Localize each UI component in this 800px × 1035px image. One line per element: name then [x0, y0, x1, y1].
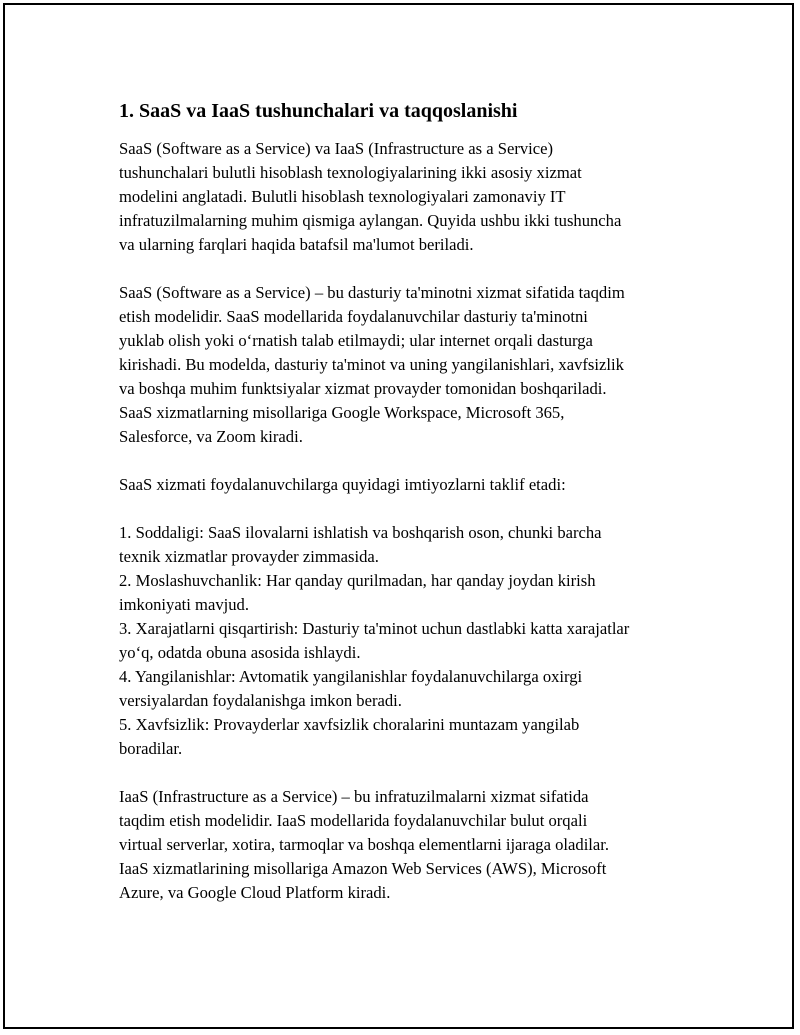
saas-definition-paragraph: SaaS (Software as a Service) – bu dasturiy ta'minotni xizmat sifatida taqdim etish modelidir. SaaS modellarida foydalanuvchilar dasturiy ta'minotni yuklab olish yoki o‘rnatish talab etilmaydi; ular internet orqali dasturga kirishadi. Bu modelda, dasturiy ta'minot va uning yangilanishlari, xavfsizlik va boshqa muhim funktsiyalar xizmat provayder tomonidan boshqariladi. SaaS xizmatlarning misollariga Google Workspace, Microsoft 365, Salesforce, va Zoom kiradi.	[119, 283, 625, 446]
list-item: 5. Xavfsizlik: Provayderlar xavfsizlik choralarini muntazam yangilab boradilar.	[119, 715, 580, 758]
benefits-intro-paragraph: SaaS xizmati foydalanuvchilarga quyidagi imtiyozlarni taklif etadi:	[119, 475, 566, 494]
document-title: 1. SaaS va IaaS tushunchalari va taqqoslanishi	[119, 100, 518, 122]
list-item: 4. Yangilanishlar: Avtomatik yangilanishlar foydalanuvchilarga oxirgi versiyalardan foydalanishga imkon beradi.	[119, 667, 583, 710]
iaas-definition-paragraph: IaaS (Infrastructure as a Service) – bu infratuzilmalarni xizmat sifatida taqdim etish modelidir. IaaS modellarida foydalanuvchilar bulut orqali virtual serverlar, xotira, tarmoqlar va boshqa elementlarni ijaraga oladilar. IaaS xizmatlarining misollariga Amazon Web Services (AWS), Microsoft Azure, va Google Cloud Platform kiradi.	[119, 787, 610, 902]
list-item: 3. Xarajatlarni qisqartirish: Dasturiy ta'minot uchun dastlabki katta xarajatlar yo‘q, odatda obuna asosida ishlaydi.	[119, 619, 630, 662]
document-content	[119, 98, 699, 929]
intro-paragraph: SaaS (Software as a Service) va IaaS (Infrastructure as a Service) tushunchalari bulutli hisoblash texnologiyalarining ikki asosiy xizmat modelini anglatadi. Bulutli hisoblash texnologiyalari zamonaviy IT infratuzilmalarning muhim qismiga aylangan. Quyida ushbu ikki tushuncha va ularning farqlari haqida batafsil ma'lumot beriladi.	[119, 139, 622, 254]
benefits-list	[119, 521, 699, 761]
list-item: 2. Moslashuvchanlik: Har qanday qurilmadan, har qanday joydan kirish imkoniyati mavjud.	[119, 571, 596, 614]
list-item: 1. Soddaligi: SaaS ilovalarni ishlatish va boshqarish oson, chunki barcha texnik xizmatlar provayder zimmasida.	[119, 523, 602, 566]
document-page	[3, 3, 794, 1029]
